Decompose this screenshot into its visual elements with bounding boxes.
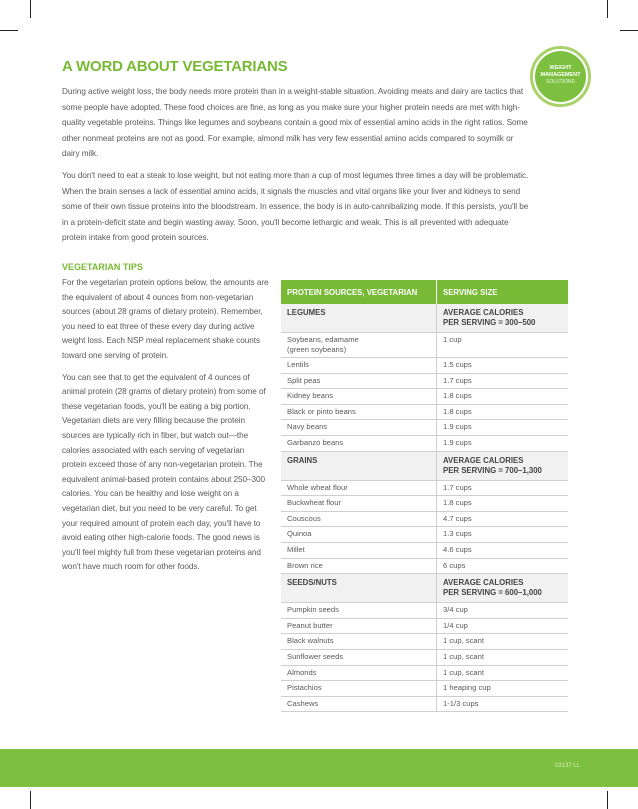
category-row-legumes [281, 304, 568, 333]
tips-paragraph-1: For the vegetarian protein options below, the amounts are the equivalent of about 4 ounces from non-vegetarian sources (about 28 grams of dietary protein). Remember, you need to eat three of these every day during active weight loss. Each NSP meal replacement shake counts toward one serving of protein. [62, 278, 269, 360]
crop-mark [620, 30, 638, 31]
table-row [281, 333, 568, 358]
serving-cell: 1 cup, scant [437, 665, 569, 681]
category-calories [437, 451, 569, 480]
table-row [281, 358, 568, 374]
weight-management-badge [535, 51, 586, 102]
food-cell: Cashews [281, 696, 437, 712]
food-cell: Brown rice [281, 558, 437, 574]
serving-cell: 1 cup [437, 333, 569, 358]
column-header-sources: PROTEIN SOURCES, VEGETARIAN [281, 280, 437, 304]
table-row [281, 681, 568, 697]
serving-cell: 1.7 cups [437, 480, 569, 496]
food-cell: Sunflower seeds [281, 649, 437, 665]
intro-section [62, 84, 532, 252]
table-row [281, 665, 568, 681]
serving-cell: 1.9 cups [437, 420, 569, 436]
serving-cell: 6 cups [437, 558, 569, 574]
badge-line-3: SOLUTIONS [546, 79, 575, 85]
food-line-1: Soybeans, edamame [287, 335, 359, 344]
intro-paragraph-1: During active weight loss, the body needs more protein than in a weight-stable situation. Avoiding meats and dairy are tactics that some people have adopted. These food choices are fine, as long as you make sure your higher protein needs are met with high-quality vegetable proteins. Things like legumes and soybeans contain a good mix of essential amino acids in the right ratios. Some other nonmeat proteins are not as good. For example, almond milk has very few essential amino acids compared to soymilk or dairy milk. [62, 87, 528, 159]
table-row [281, 496, 568, 512]
food-cell: Whole wheat flour [281, 480, 437, 496]
tips-paragraph-2: You can see that to get the equivalent of 4 ounces of animal protein (28 grams of dietary protein) from some of these vegetarian foods, you'll be eating a big portion. Vegetarian diets are very filling because the protein sources are typically rich in fiber, but watch out—the calories associated with each serving of vegetarian protein exceed those of any non-vegetarian protein. The equivalent animal-based protein contains about 250–300 calories. You can be healthy and lose weight on a vegetarian diet, but you need to be very careful. To get your required amount of protein each day, you'll have to avoid eating other high-calorie foods. The good news is you'll feel mighty full from these vegetarian proteins and won't have much room for other foods. [62, 372, 266, 572]
table-row [281, 542, 568, 558]
table-header-row [281, 280, 568, 304]
page-title: A WORD ABOUT VEGETARIANS [62, 58, 288, 75]
serving-cell: 1 heaping cup [437, 681, 569, 697]
food-cell: Split peas [281, 373, 437, 389]
table-row [281, 511, 568, 527]
table-row [281, 404, 568, 420]
serving-cell: 1 cup, scant [437, 634, 569, 650]
protein-table [281, 280, 568, 712]
badge-line-1: WEIGHT [549, 65, 572, 71]
serving-cell: 1.8 cups [437, 404, 569, 420]
serving-cell: 4.6 cups [437, 542, 569, 558]
category-name: LEGUMES [281, 304, 437, 333]
food-cell: Kidney beans [281, 389, 437, 405]
crop-mark [0, 30, 18, 31]
table-row [281, 373, 568, 389]
food-cell: Quinoa [281, 527, 437, 543]
serving-cell: 1-1/3 cups [437, 696, 569, 712]
food-cell: Black walnuts [281, 634, 437, 650]
category-name: SEEDS/NUTS [281, 574, 437, 603]
crop-mark [607, 791, 608, 809]
tips-title: VEGETARIAN TIPS [62, 262, 143, 272]
table-row [281, 634, 568, 650]
tips-section [62, 276, 270, 582]
crop-mark [30, 0, 31, 18]
table-row [281, 480, 568, 496]
serving-cell: 1.7 cups [437, 373, 569, 389]
table-row [281, 389, 568, 405]
serving-cell: 4.7 cups [437, 511, 569, 527]
footer-code: 03137 LL [554, 763, 580, 769]
food-cell: Pumpkin seeds [281, 603, 437, 619]
table-row [281, 649, 568, 665]
table-row [281, 618, 568, 634]
category-calories [437, 304, 569, 333]
serving-cell: 1.8 cups [437, 389, 569, 405]
serving-cell: 1.9 cups [437, 435, 569, 451]
food-cell: Millet [281, 542, 437, 558]
category-calories [437, 574, 569, 603]
calories-line-1: AVERAGE CALORIES [443, 578, 524, 588]
calories-line-1: AVERAGE CALORIES [443, 455, 524, 465]
calories-line-2: PER SERVING = 300–500 [443, 318, 536, 327]
table-row [281, 558, 568, 574]
calories-line-2: PER SERVING = 600–1,000 [443, 588, 542, 598]
serving-cell: 1.5 cups [437, 358, 569, 374]
category-name: GRAINS [281, 451, 437, 480]
serving-cell: 1.8 cups [437, 496, 569, 512]
food-cell: Almonds [281, 665, 437, 681]
calories-line-2: PER SERVING = 700–1,300 [443, 465, 542, 475]
serving-cell: 3/4 cup [437, 603, 569, 619]
footer-bar [0, 749, 638, 787]
food-cell: Buckwheat flour [281, 496, 437, 512]
food-cell: Black or pinto beans [281, 404, 437, 420]
crop-mark [607, 0, 608, 18]
serving-cell: 1 cup, scant [437, 649, 569, 665]
food-line-2: (green soybeans) [287, 345, 347, 354]
food-cell: Navy beans [281, 420, 437, 436]
category-row-grains [281, 451, 568, 480]
food-cell: Couscous [281, 511, 437, 527]
table-row [281, 435, 568, 451]
table-row [281, 420, 568, 436]
intro-paragraph-2: You don't need to eat a steak to lose weight, but not eating more than a cup of most legumes three times a day will be problematic. When the brain senses a lack of essential amino acids, it signals the muscles and vital organs like your liver and kidneys to send some of their own tissue proteins into the bloodstream. In essence, the body is in auto-cannibalizing mode. If this persists, you'll be in a protein-deficit state and begin wasting away. Soon, you'll become lethargic and weak. This is all prevented with adequate protein intake from good protein sources. [62, 170, 529, 243]
food-cell [281, 333, 437, 358]
food-cell: Pistachios [281, 681, 437, 697]
table-row [281, 527, 568, 543]
food-cell: Lentils [281, 358, 437, 374]
crop-mark [30, 791, 31, 809]
calories-line-1: AVERAGE CALORIES [443, 308, 524, 317]
serving-cell: 1.3 cups [437, 527, 569, 543]
table-row [281, 696, 568, 712]
food-cell: Garbanzo beans [281, 435, 437, 451]
column-header-serving: SERVING SIZE [437, 280, 569, 304]
table-row [281, 603, 568, 619]
badge-line-2: MANAGEMENT [540, 72, 581, 78]
food-cell: Peanut butter [281, 618, 437, 634]
serving-cell: 1/4 cup [437, 618, 569, 634]
category-row-seeds-nuts [281, 574, 568, 603]
